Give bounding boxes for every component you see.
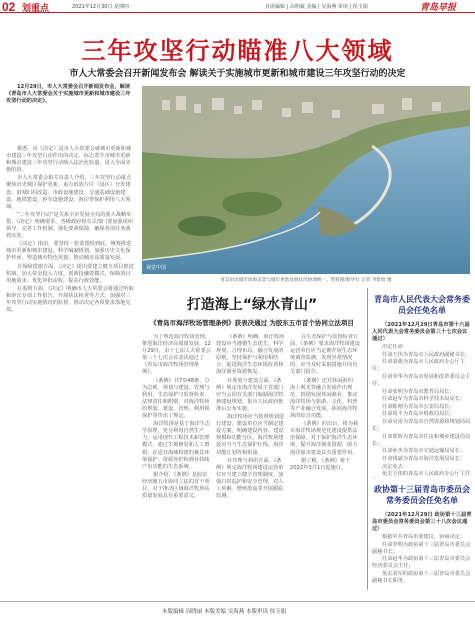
- appointment-list-title: 青岛市人民代表大会常务委员会任免名单: [374, 295, 470, 315]
- photo-caption: 青岛沿岸城市滨海美景与城市更新发展状况协调统一。资料图/新华社 记者 李紫恒 摄: [220, 278, 392, 283]
- paragraph: 在规划与建设方面，《条例》规定市海洋发展主管部门应当会同有关部门编制海洋牧场建设规划，报市人民政府批准后公布实施。: [216, 377, 284, 412]
- newspaper-logo: 青岛早报: [420, 3, 457, 13]
- editor-credits: 首席编辑 | 高明斌 美编 | 吴海燕 审读 | 侯玉娟: [265, 4, 368, 10]
- list-item: 任命郑辉为青岛市住房和城乡建设局局长；: [372, 433, 471, 447]
- list-item: 任命陈刚为青岛市公安局局长；: [382, 403, 455, 410]
- article-column-2: [216, 334, 286, 596]
- list-item: 任命张明为青岛市教育局局长；: [382, 388, 455, 395]
- section-name: 划重点: [22, 4, 50, 14]
- paragraph: 《条例》的出台，将为我市海洋牧场规范化建设提供法治保障，对于保护海洋生态环境，提升海洋渔业资源，助力海洋强市建设具有重要作用。: [290, 421, 359, 456]
- list-item: 任命王伟为青岛市人民政府副秘书长；: [382, 351, 471, 358]
- list-item: 免去王伟的青岛市人民政府办公厅主任: [382, 471, 471, 478]
- cppcc-list-title: 政协第十三届青岛市委员会常务委员会任免名单: [374, 485, 470, 505]
- list-item: 任命吴涛为青岛市自然资源和规划局局长；: [372, 418, 471, 433]
- footer-credits: 本版编辑 周晓丽 本版美编 吴海燕 本版审读 侯玉娟: [162, 609, 287, 615]
- cppcc-list-note: （2021年12月29日 政协第十三届青岛市委员会常务委员会第三十八次会议通过）: [372, 512, 472, 532]
- paragraph: 据悉，该《决定》是市人大常委会就城市更新和城市建设三年攻坚行动作出的决定，标志着全市城市更新和城市建设三年攻坚行动纳入法治化轨道，进入全面实施阶段。: [6, 146, 132, 174]
- issue-date: 2021年12月30日 星期四: [72, 4, 130, 10]
- list-item: 任命赵军为青岛市科学技术局局长；: [382, 396, 466, 403]
- list-item: 决定免去：: [382, 463, 408, 470]
- list-item: 决定任命：: [382, 344, 408, 350]
- article-column-3: [290, 334, 362, 596]
- paragraph: 《条例》明确，海洋牧场建设应当遵循生态优先、科学规划、合理布局、融合发展的原则，坚持保护与利用相结合，促进海洋生态环境改善和海洋渔业资源恢复。: [216, 334, 285, 376]
- article-title: 打造海上“绿水青山”: [186, 297, 318, 313]
- aerial-photo-illustration: [142, 86, 470, 274]
- list-item: 任命刘强为青岛市人民政府办公厅主任；: [372, 359, 466, 373]
- headline-subtitle: 市人大常委会召开新闻发布会 解读关于实施城市更新和城市建设三年攻坚行动的决定: [69, 69, 406, 79]
- paragraph: “三年攻坚行动”是关系全市发展全局的重大战略举措，《决定》明确要求，各级政府和有关部门要加强组织领导，完善工作机制，强化要素保障，确保各项任务落到实处。: [6, 211, 134, 240]
- column-divider: [367, 288, 368, 590]
- list-item: 根据中共青岛市委建议，协商决定：: [382, 534, 466, 540]
- page-number: 02: [2, 0, 16, 14]
- paragraph: 在生态保护与监督检查方面，《条例》要求海洋牧场建设运营单位应当定期开展生态环境调查监测，发现异常情况的，应当及时采取措施并向有关部门报告。: [290, 334, 361, 376]
- article-column-1: [142, 334, 212, 596]
- list-item: 任命钱斌为青岛市海洋发展局局长；: [382, 455, 466, 462]
- article-subtitle: 《青岛市海洋牧场管理条例》获表决通过 为胶东五市首个协同立法项目: [150, 319, 354, 327]
- paragraph: 在监督方面，《决定》明确市人大常委会将通过听取和审议专项工作报告、开展执法检查等方式，加强对三年攻坚行动实施情况的监督，推动决定各项要求落地见效。: [6, 285, 134, 314]
- paragraph: 《条例》还对休闲海钓、海上观光等融合发展作出规范，鼓励发展休闲渔业，推动海洋牧场与旅游、文化、科普等产业融合发展，拓展海洋牧场的综合功能。: [290, 377, 359, 420]
- appointment-list: [372, 344, 472, 478]
- cppcc-list: [372, 534, 472, 598]
- paragraph: 在保障措施方面，《决定》提出要建立健全项目推进机制，加大资金投入力度，创新投融资模式，保障项目用地需求，优化审批流程，提高行政效能。: [6, 263, 134, 284]
- page-footer: [0, 601, 475, 620]
- paragraph: 海洋牧场应当按照规划进行建设，建设单位应当制定建设方案，明确建设内容、建设规模和功能分区。海洋牧场建设应当与生态保护红线、海洋功能区划等相衔接。: [216, 414, 285, 456]
- page-header: [0, 0, 475, 13]
- headline: 三年攻坚行动瞄准八大领域: [81, 37, 394, 65]
- paragraph: 在管理与利用方面，《条例》规定海洋牧场建设运营单位应当建立健全管理制度，加强日常巡护和安全管理，对人工鱼礁、增殖放流等开展跟踪监测。: [216, 457, 284, 500]
- paragraph: 为了规范海洋牧场管理，推进海洋经济高质量发展，12月29日，市十七届人大常委会第三十七次会议表决通过了《青岛市海洋牧场管理条例》。: [142, 334, 211, 376]
- lead-paragraph: 12月29日，市人大常委会召开新闻发布会，解读《青岛市人大常委会关于实施城市更新和城市建设三年攻坚行动的决定》。: [6, 84, 131, 104]
- coastline-photo: [142, 86, 470, 274]
- appointment-list-note: （2021年12月29日青岛市第十六届人民代表大会常务委员会第三十七次会议通过）: [372, 322, 470, 342]
- list-item: 任命孙杰为青岛市交通运输局局长；: [382, 448, 466, 455]
- list-item: 任命赵华为政协第十三届青岛市委员会经济委员会主任；: [372, 556, 471, 570]
- list-item: 任命周平为青岛市财政局局长；: [382, 411, 455, 418]
- paragraph: 《条例》共7章48条，分为总则、规划与建设、管理与利用、生态保护与监督检查、法律责任和附则，对海洋牧场的规划、建设、管理、利用和保护等作出了规定。: [142, 377, 210, 420]
- article-body-left: [6, 146, 134, 315]
- photo-credit: 视觉中国: [146, 265, 167, 271]
- list-item: 免去刘军的政协第十三届青岛市委员会副秘书长职务。: [372, 570, 471, 585]
- paragraph: 海洋牧场是基于海洋生态学原理，充分利用自然生产力，运用现代工程技术和管理模式，通过生境修复和人工增殖，在适宜海域构建的兼具环境保护、资源养护和渔业持续产出功能的生态系统。: [142, 421, 211, 470]
- paragraph: 据了解，《条例》将于2022年3月1日起施行。: [290, 457, 351, 471]
- paragraph: 据介绍，《条例》是胶东经济圈五市协同立法的首个项目，对于推动区域海洋牧场高质量发展具有重要意义。: [142, 471, 210, 500]
- paragraph: 《决定》指出，要坚持一张蓝图绘到底，统筹推进城市更新和城市建设，科学编制规划，加强历史文化保护传承，塑造城市特色风貌，推动城市高质量发展。: [6, 241, 132, 262]
- paragraph: 市人大常委会相关负责人介绍，三年攻坚行动重点聚焦历史城区保护更新、重点低效片区（园区）开发建设、旧城旧村改造、市政设施建设、交通基础设施建设、地铁建设、停车设施建设、海岸带保护利用八大领域。: [6, 175, 132, 210]
- list-item: 任命李明为政协第十三届青岛市委员会副秘书长；: [372, 541, 471, 555]
- list-item: 任命李华为青岛市发展和改革委员会主任；: [372, 373, 471, 387]
